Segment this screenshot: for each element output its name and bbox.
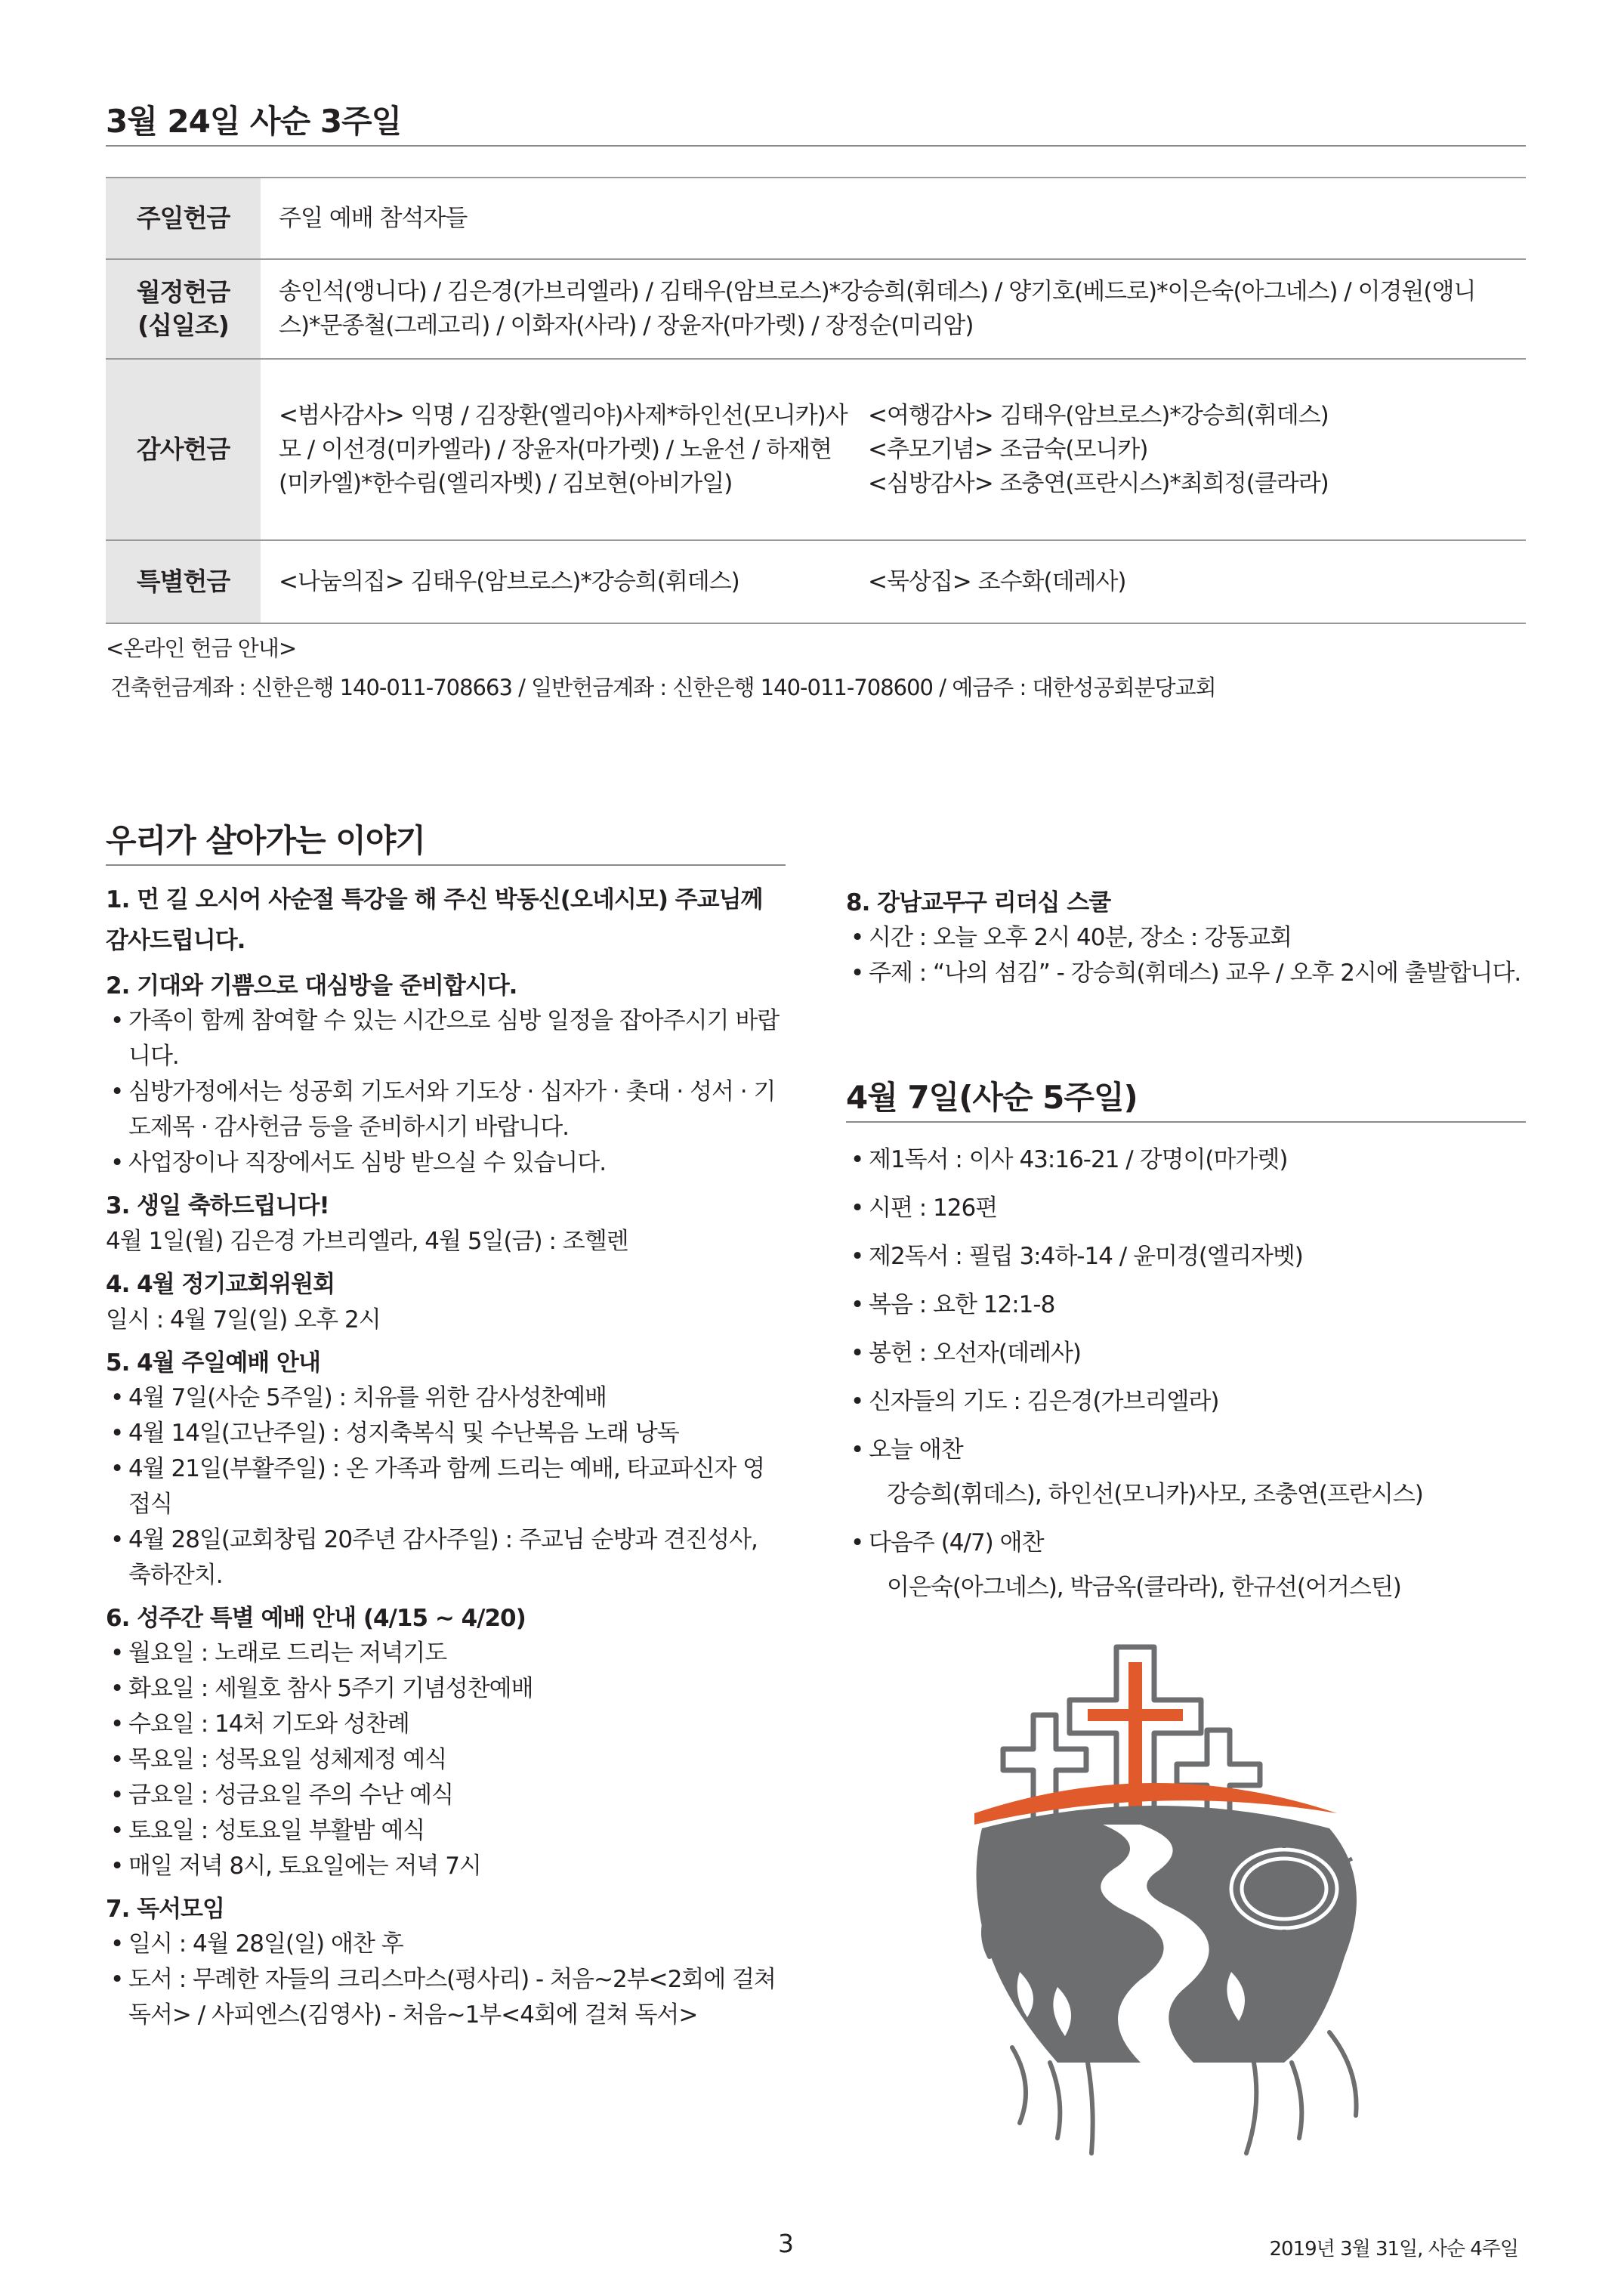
list-item — [846, 1525, 1526, 1605]
list-item: • 일시 : 4월 28일(일) 애찬 후 — [106, 1927, 786, 1962]
section3-rule — [846, 1121, 1526, 1123]
row-value — [261, 540, 1526, 623]
list-item: • 주제 : “나의 섬김” - 강승희(휘데스) 교우 / 오후 2시에 출발합니다. — [846, 956, 1526, 991]
story-heading-3: 3. 생일 축하드립니다! — [106, 1192, 329, 1219]
list-item: • 매일 저녁 8시, 토요일에는 저녁 7시 — [106, 1849, 786, 1884]
thanks-left: <범사감사> 익명 / 김장환(엘리야)사제*하인선(모니카)사모 / 이선경(미카엘라) / 장윤자(마가렛) / 노윤선 / 하재현(미카엘)*한수림(엘리자벳) / 김보현(아비가일) — [279, 401, 848, 497]
online-text: 건축헌금계좌 : 신한은행 140-011-708663 / 일반헌금계좌 : 신한은행 140-011-708600 / 예금주 : 대한성공회분당교회 — [110, 675, 1216, 700]
table-row — [106, 540, 1526, 623]
row-label: 월정헌금 (십일조) — [106, 259, 261, 359]
list-item: • 월요일 : 노래로 드리는 저녁기도 — [106, 1636, 786, 1671]
table-row — [106, 178, 1526, 259]
story-text-4: 일시 : 4월 7일(일) 오후 2시 — [106, 1306, 381, 1333]
row-value: 주일 예배 참석자들 — [261, 178, 1526, 259]
story-bullets-6 — [106, 1636, 786, 1884]
section2-title: 우리가 살아가는 이야기 — [106, 822, 425, 859]
crosses-hill-illustration — [967, 1639, 1390, 2168]
list-item: • 심방가정에서는 성공회 기도서와 기도상 · 십자가 · 촛대 · 성서 · 기도제목 · 감사헌금 등을 준비하시기 바랍니다. — [106, 1074, 786, 1145]
row-label: 감사헌금 — [106, 359, 261, 540]
table-row — [106, 359, 1526, 540]
list-item: • 신자들의 기도 : 김은경(가브리엘라) — [846, 1384, 1526, 1420]
list-item: • 4월 28일(교회창립 20주년 감사주일) : 주교님 순방과 견진성사, 축하잔치. — [106, 1522, 786, 1593]
story-heading-7: 7. 독서모임 — [106, 1896, 224, 1923]
reading-label: 오늘 애찬 — [869, 1436, 963, 1463]
story-heading-1: 1. 먼 길 오시어 사순절 특강을 해 주신 박동신(오네시모) 주교님께 감사드립니다. — [106, 886, 763, 954]
story-bullets-8 — [846, 920, 1526, 991]
list-item: • 복음 : 요한 12:1-8 — [846, 1287, 1526, 1323]
story-text-3: 4월 1일(월) 김은경 가브리엘라, 4월 5일(금) : 조헬렌 — [106, 1228, 628, 1255]
section2-rule — [106, 864, 786, 866]
story-bullets-7 — [106, 1927, 786, 2033]
stories-right-column — [846, 885, 1526, 991]
special-right: <묵상집> 조수화(데레사) — [868, 567, 1126, 595]
footer-date: 2019년 3월 31일, 사순 4주일 — [1269, 2238, 1518, 2261]
list-item: • 화요일 : 세월호 참사 5주기 기념성찬예배 — [106, 1671, 786, 1707]
story-heading-4: 4. 4월 정기교회위원회 — [106, 1271, 335, 1298]
reading-label: 다음주 (4/7) 애찬 — [869, 1529, 1044, 1556]
stories-left-column — [106, 879, 786, 2033]
reading-list — [846, 1142, 1526, 1605]
online-title: <온라인 헌금 안내> — [106, 635, 297, 661]
list-item: • 시편 : 126편 — [846, 1191, 1526, 1226]
story-heading-5: 5. 4월 주일예배 안내 — [106, 1349, 320, 1377]
reading-sub: 강승희(휘데스), 하인선(모니카)사모, 조충연(프란시스) — [887, 1481, 1423, 1508]
list-item: • 4월 21일(부활주일) : 온 가족과 함께 드리는 예배, 타교파신자 영접식 — [106, 1451, 786, 1522]
list-item: • 제1독서 : 이사 43:16-21 / 강명이(마가렛) — [846, 1142, 1526, 1178]
reading-sub: 이은숙(아그네스), 박금옥(클라라), 한규선(어거스틴) — [887, 1574, 1401, 1601]
row-label: 주일헌금 — [106, 178, 261, 259]
special-left: <나눔의집> 김태우(암브로스)*강승희(휘데스) — [279, 567, 739, 595]
story-heading-8: 8. 강남교무구 리더십 스쿨 — [846, 889, 1111, 916]
section3-title: 4월 7일(사순 5주일) — [846, 1079, 1138, 1116]
readings-column — [846, 1142, 1526, 1618]
list-item: • 4월 7일(사순 5주일) : 치유를 위한 감사성찬예배 — [106, 1380, 786, 1416]
section1-rule — [106, 145, 1526, 147]
list-item: • 4월 14일(고난주일) : 성지축복식 및 수난복음 노래 낭독 — [106, 1416, 786, 1451]
row-value: 송인석(앵니다) / 김은경(가브리엘라) / 김태우(암브로스)*강승희(휘데스) / 양기호(베드로)*이은숙(아그네스) / 이경원(앵니스)*문종철(그레고리) / 이화자(사라) / 장윤자(마가렛) / 장정순(미리암) — [261, 259, 1526, 359]
list-item: • 제2독서 : 필립 3:4하-14 / 윤미경(엘리자벳) — [846, 1239, 1526, 1275]
story-bullets-5 — [106, 1380, 786, 1593]
row-label: 특별헌금 — [106, 540, 261, 623]
story-bullets-2 — [106, 1003, 786, 1181]
list-item: • 봉헌 : 오선자(데레사) — [846, 1336, 1526, 1371]
list-item: • 시간 : 오늘 오후 2시 40분, 장소 : 강동교회 — [846, 920, 1526, 956]
list-item: • 금요일 : 성금요일 주의 수난 예식 — [106, 1778, 786, 1813]
list-item: • 가족이 함께 참여할 수 있는 시간으로 심방 일정을 잡아주시기 바랍니다. — [106, 1003, 786, 1074]
table-row — [106, 259, 1526, 359]
offering-table — [106, 177, 1526, 624]
page-number: 3 — [778, 2229, 794, 2258]
section1-title: 3월 24일 사순 3주일 — [106, 103, 402, 140]
row-value — [261, 359, 1526, 540]
list-item: • 도서 : 무례한 자들의 크리스마스(평사리) - 처음~2부<2회에 걸쳐 독서> / 사피엔스(김영사) - 처음~1부<4회에 걸쳐 독서> — [106, 1962, 786, 2033]
list-item: • 사업장이나 직장에서도 심방 받으실 수 있습니다. — [106, 1145, 786, 1181]
story-heading-2: 2. 기대와 기쁨으로 대심방을 준비합시다. — [106, 972, 517, 1000]
thanks-right: <여행감사> 김태우(암브로스)*강승희(휘데스) <추모기념> 조금숙(모니카) <심방감사> 조충연(프란시스)*최희정(클라라) — [868, 401, 1329, 497]
list-item: • 토요일 : 성토요일 부활밤 예식 — [106, 1813, 786, 1849]
list-item — [846, 1432, 1526, 1513]
list-item: • 목요일 : 성목요일 성체제정 예식 — [106, 1742, 786, 1778]
story-heading-6: 6. 성주간 특별 예배 안내 (4/15 ~ 4/20) — [106, 1605, 526, 1632]
list-item: • 수요일 : 14처 기도와 성찬례 — [106, 1707, 786, 1742]
